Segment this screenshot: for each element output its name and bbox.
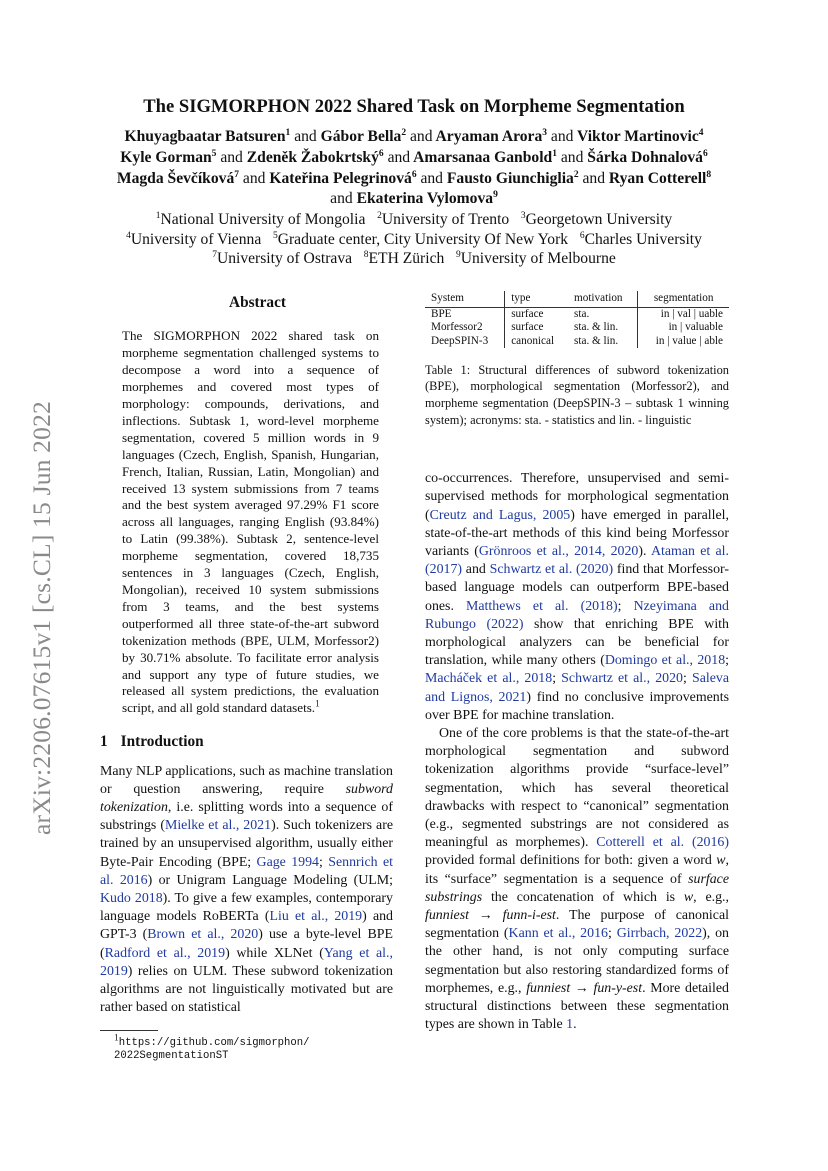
affil-mark: 6 [579,230,585,241]
and-separator: and [582,169,606,187]
text: , e.g., [693,889,729,905]
text: ; [552,671,562,687]
table-1 [425,291,729,348]
text: ). Such tokenizers are trained by an unsupervised algorithm, usually either Byte-Pair Encoding (BPE; [100,818,393,870]
citation-link[interactable]: Kann et al., 2016 [508,926,608,942]
and-separator: and [330,190,353,208]
author-affil-mark: 4 [698,127,704,138]
citation-link[interactable]: Gage 1994 [256,854,319,870]
table-cell: in | value | able [638,335,729,348]
text: ), on the other hand, is not only computing surface segmentation but also restoring standardized forms of morphemes, e.g., [425,926,729,996]
author-name: Fausto Giunchiglia [446,169,574,187]
text: ) or Unigram Language Modeling (ULM; [147,872,393,888]
footnote-url[interactable]: https://github.com/sigmorphon/ [118,1036,310,1049]
author-affil-mark: 8 [706,169,712,180]
abstract-heading: Abstract [229,294,286,311]
text: ) relies on ULM. These subword tokenization algorithms are not linguistically motivated but are rather based on statistical [100,963,393,1016]
table-header: System [425,291,505,308]
affil-mark: 8 [363,250,369,260]
text: ) use a byte-level BPE ( [100,927,393,961]
author-name: Kyle Gorman [120,148,212,166]
table-header: type [505,291,568,308]
text: ; [617,598,634,614]
and-separator: and [387,148,411,166]
text: , its “surface” segmentation is a sequence of [425,853,729,887]
author-affil-mark: 5 [211,148,217,159]
table-cell: BPE [431,308,452,321]
table-cell: sta. [574,308,590,321]
text: Many NLP applications, such as machine translation or question answering, require [100,763,393,797]
table-cell: DeepSPIN-3 [431,334,489,347]
and-separator: and [550,128,574,145]
affiliation: Graduate center, City University Of New York [277,230,569,248]
footnote-mark[interactable]: 1 [315,698,320,709]
affiliation: Georgetown University [525,211,673,229]
table-header: motivation [568,291,638,308]
citation-link[interactable]: Liu et al., 2019 [269,909,363,925]
author-affil-mark: 2 [401,127,407,138]
text: the concatenation of which is [482,889,684,905]
text: show that enriching BPE with morphological analyzers can be beneficial for translation, while many others ( [425,616,729,669]
citation-link[interactable]: Mielke et al., 2021 [164,818,272,834]
author-name: Kateřina Pelegrinová [269,169,412,187]
text: ). To give a few examples, contemporary language models RoBERTa ( [100,891,393,925]
table-row [425,308,729,322]
table-cell: canonical [505,335,568,348]
affiliation: Charles University [584,230,702,248]
emphasis: funniest → fun-y-est [526,980,643,996]
citation-link[interactable]: Macháček et al., 2018 [425,671,553,687]
and-separator: and [242,169,266,187]
intro-paragraph [100,763,393,1018]
author-affil-mark: 9 [493,190,498,201]
text: provided formal definitions for both: given a word [425,853,717,869]
right-column [425,291,729,1034]
and-separator: and [409,128,433,145]
paragraph [425,470,729,725]
table-header-row [425,291,729,308]
citation-link[interactable]: Radford et al., 2019 [104,945,226,961]
citation-link[interactable]: Nzeyimana and Rubungo (2022) [425,598,729,632]
affiliation-list [70,210,758,269]
affil-mark: 7 [212,250,217,260]
citation-link[interactable]: Saleva and Lignos, 2021 [425,671,729,705]
table-cell: sta. & lin. [574,334,619,347]
affil-mark: 1 [155,211,161,221]
citation-link[interactable]: Creutz and Lagus, 2005 [429,507,571,523]
table-row [425,335,729,348]
affil-mark: 3 [520,211,526,221]
abstract-body [122,328,379,717]
author-name: Viktor Martinovic [577,128,699,145]
text: ; [725,653,730,669]
emphasis: subword tokenization [100,781,393,816]
left-column [100,294,393,1064]
paper-header [70,96,758,269]
citation-link[interactable]: Sennrich et al. 2016 [100,854,394,888]
author-affil-mark: 6 [411,169,417,180]
and-separator: and [220,148,243,166]
author-affil-mark: 3 [542,127,547,138]
affiliation: University of Trento [381,211,510,229]
section-heading [100,733,393,750]
paper-title: The SIGMORPHON 2022 Shared Task on Morpheme Segmentation [143,96,685,117]
affiliation: University of Ostrava [216,250,353,268]
footnote-number: 1 [114,1032,119,1043]
and-separator: and [420,169,443,187]
author-name: Zdeněk Žabokrtský [246,148,379,166]
table-cell: Morfessor2 [431,321,483,334]
emphasis: surface substrings [425,871,729,905]
author-name: Ryan Cotterell [608,169,707,187]
text: ). [638,544,651,559]
text: ; [319,854,329,870]
table-caption: Table 1: Structural differences of subword tokenization (BPE), morphological segmentation (Morfessor2), and morpheme segmentation (DeepSPIN-3 – subtask 1 winning system); acronyms: sta. - statistics and lin. - linguistic [425,362,729,427]
table-cell: surface [505,321,568,334]
author-name: Aryaman Arora [435,128,543,145]
table-cell: in | val | uable [638,308,729,322]
affiliation: ETH Zürich [368,250,445,268]
affiliation: University of Melbourne [460,250,616,268]
text: One of the core problems is that the state-of-the-art morphological segmentation and subword tokenization algorithms provide “surface-level” segmentation, which has several theoretical drawbacks with respect to “canonical” segmentation (e.g., segmented substrings are not considered as meaningful as morphemes). [425,726,729,851]
author-name: Amarsanaa Ganbold [413,148,553,166]
citation-link[interactable]: Grönroos et al., 2014, 2020 [478,544,639,559]
citation-link[interactable]: Schwartz et al., 2020 [561,671,683,687]
affil-mark: 9 [456,250,461,260]
emphasis: funniest → funn-i-est [425,908,556,924]
citation-link[interactable]: Domingo et al., 2018 [604,653,726,669]
text: . The purpose of canonical segmentation ( [425,908,729,942]
text: ; [682,671,692,687]
table-reference-link[interactable]: 1 [566,1017,574,1033]
author-affil-mark: 6 [378,148,384,159]
author-list [70,127,758,210]
citation-link[interactable]: Schwartz et al. (2020) [489,562,614,578]
text: and [462,562,490,578]
author-affil-mark: 2 [573,169,579,180]
affiliation: University of Vienna [130,230,262,248]
citation-link[interactable]: Yang et al., 2019 [100,945,393,979]
text: ) and GPT-3 ( [100,909,394,943]
right-body [425,470,729,1034]
text: . [573,1017,577,1033]
citation-link[interactable]: Kudo 2018 [100,891,163,907]
table-cell: sta. & lin. [574,321,619,334]
author-name: Gábor Bella [320,128,402,145]
text: ) while XLNet ( [225,945,324,961]
math-variable: w [716,853,726,869]
author-affil-mark: 7 [234,169,239,180]
text: ) find no conclusive improvements over BPE for machine translation. [425,689,729,723]
table-row [425,321,729,334]
section-number: 1 [100,733,108,751]
text: , i.e. splitting words into a sequence of substrings ( [100,800,393,834]
author-name: Magda Ševčíková [116,169,235,187]
paragraph [425,725,729,1034]
author-affil-mark: 1 [552,148,557,159]
citation-link[interactable]: Girrbach, 2022 [616,926,703,942]
affil-mark: 4 [126,230,131,241]
and-separator: and [560,148,584,166]
math-variable: w [683,889,694,905]
author-affil-mark: 1 [285,127,291,138]
citation-link[interactable]: Matthews et al. (2018) [466,598,618,614]
author-affil-mark: 6 [702,148,708,159]
footnote [100,1032,393,1064]
arxiv-identifier: arXiv:2206.07615v1 [cs.CL] 15 Jun 2022 [27,401,56,835]
section-title: Introduction [120,733,204,751]
table-header: segmentation [638,291,729,308]
footnote-url-cont[interactable]: 2022SegmentationST [114,1050,229,1062]
citation-link[interactable]: Ataman et al. (2017) [425,544,729,578]
author-name: Ekaterina Vylomova [356,190,494,208]
citation-link[interactable]: Cotterell et al. (2016) [596,835,730,851]
text: ) have emerged in parallel, state-of-the-art methods of this kind being Morfessor variants ( [425,507,730,559]
affiliation: National University of Mongolia [160,211,366,229]
footnote-rule [100,1030,158,1031]
text: find that Morfessor-based language models can outperform BPE-based ones. [425,562,729,614]
author-name: Khuyagbaatar Batsuren [124,128,286,145]
affil-mark: 2 [377,211,382,221]
affil-mark: 5 [272,230,278,241]
table-cell: in | valuable [638,321,729,334]
abstract-text: The SIGMORPHON 2022 shared task on morpheme segmentation challenged systems to decompose a word into a sequence of morphemes and covered most types of morphology: compounds, derivations, and inflections. Subtask 1, word-level morpheme segmentation, covered 5 million words in 9 languages (Czech, English, Spanish, Hungarian, French, Italian, Russian, Latin, Mongolian) and received 13 system submissions from 7 teams and the best system averaged 97.29% F1 score across all languages, ranging English (93.84%) to Latin (99.38%). Subtask 2, sentence-level morpheme segmentation, covered 18,735 sentences in 3 languages (Czech, English, Mongolian), received 10 system submissions from 3 teams, and the best systems outperformed all three state-of-the-art subword tokenization methods (BPE, ULM, Morfessor2) by 30.71% absolute. To facilitate error analysis and support any type of future studies, we released all system predictions, the evaluation script, and all gold standard datasets. [122,328,379,716]
citation-link[interactable]: Brown et al., 2020 [147,927,259,943]
text: . More detailed structural distinctions between these segmentation types are shown in Table [425,980,729,1033]
author-name: Šárka Dohnalová [587,148,703,166]
text: co-occurrences. Therefore, unsupervised and semi-supervised methods for morphological segmentation ( [425,471,729,523]
text: ; [607,926,617,942]
table-cell: surface [505,308,568,322]
and-separator: and [294,128,317,145]
